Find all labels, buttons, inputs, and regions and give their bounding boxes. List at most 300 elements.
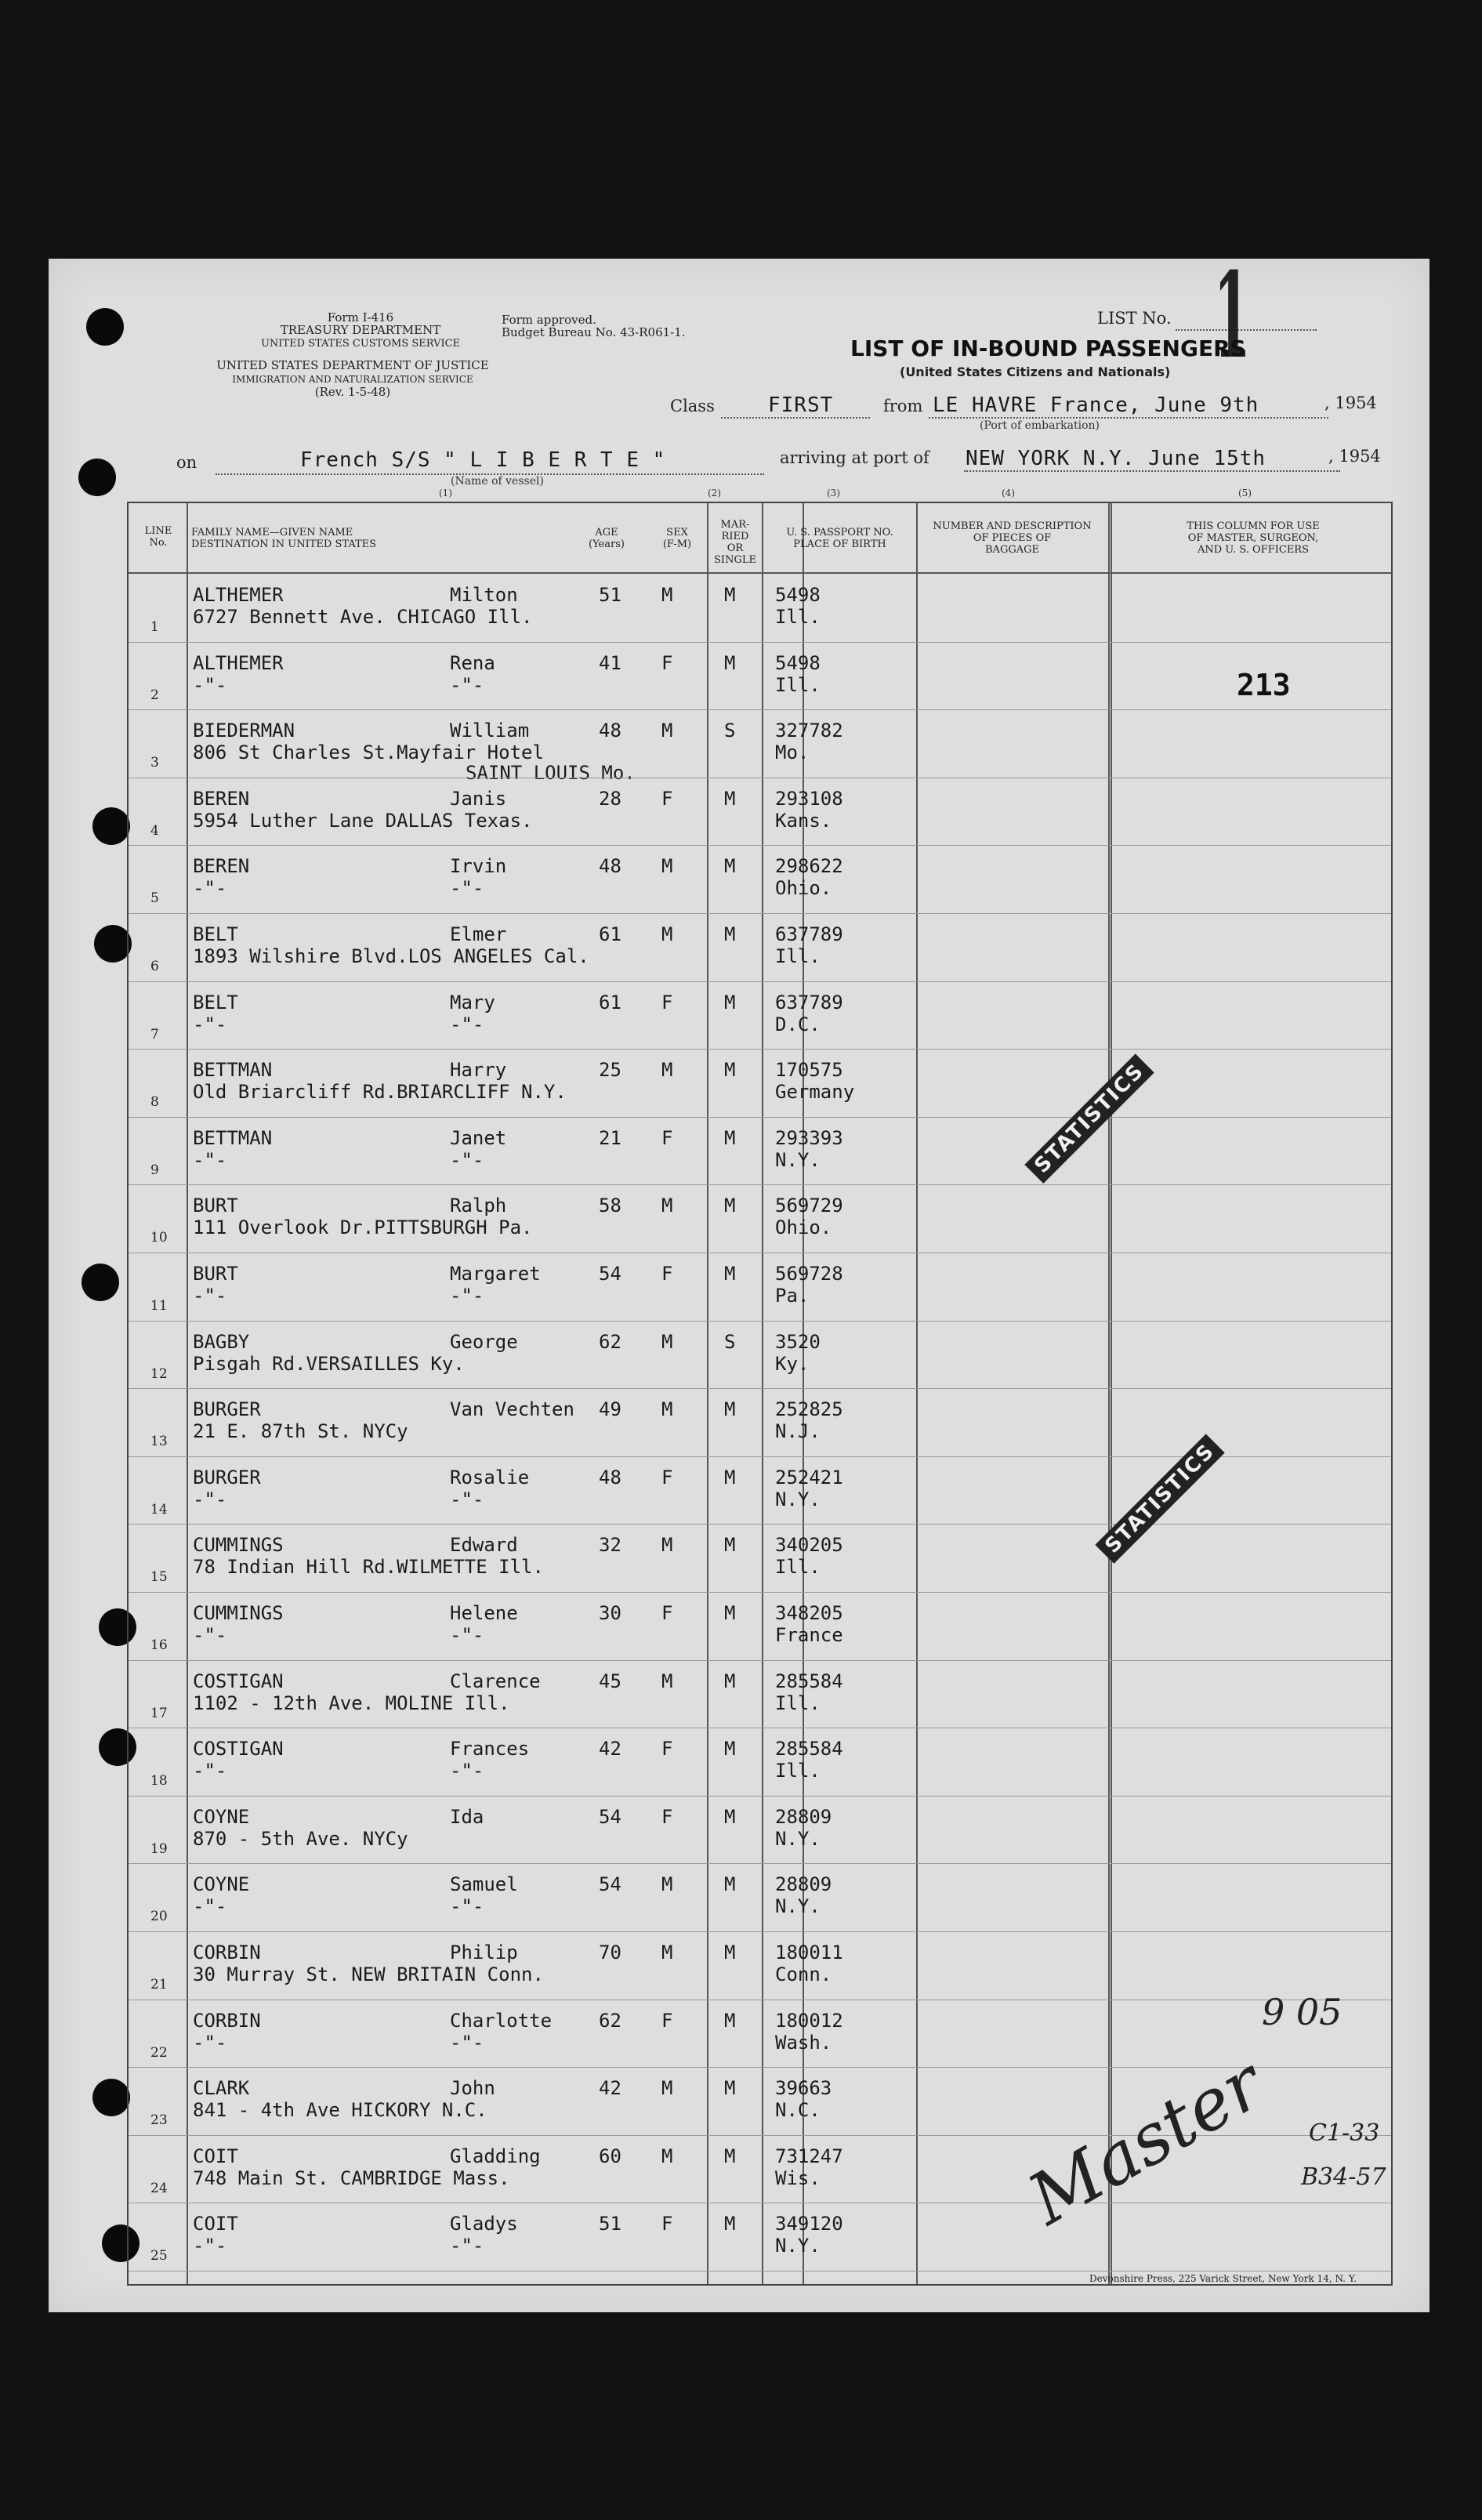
place-of-birth: Germany bbox=[775, 1081, 855, 1104]
destination: 78 Indian Hill Rd.WILMETTE Ill. bbox=[193, 1556, 544, 1579]
justice-dept: UNITED STATES DEPARTMENT OF JUSTICE bbox=[216, 358, 489, 372]
table-row bbox=[129, 913, 1391, 981]
family-name: CORBIN bbox=[193, 2009, 261, 2032]
line-number: 1 bbox=[150, 619, 159, 635]
place-of-birth: N.Y. bbox=[775, 2235, 821, 2257]
sex: F bbox=[661, 1738, 673, 1760]
destination: 6727 Bennett Ave. CHICAGO Ill. bbox=[193, 606, 533, 628]
sex: M bbox=[661, 1398, 673, 1421]
family-name: BURT bbox=[193, 1195, 238, 1217]
table-row bbox=[129, 1321, 1391, 1388]
age: 21 bbox=[599, 1126, 621, 1149]
age: 49 bbox=[599, 1398, 621, 1421]
family-name: COYNE bbox=[193, 1873, 250, 1896]
sex: F bbox=[661, 1602, 673, 1624]
marital-status: M bbox=[724, 1805, 736, 1828]
col-number-2: (2) bbox=[708, 488, 721, 499]
statistics-stamp: STATISTICS bbox=[1095, 1434, 1225, 1564]
family-name: COSTIGAN bbox=[193, 1670, 284, 1692]
line-number: 19 bbox=[150, 1840, 168, 1857]
col-age: AGE (Years) bbox=[589, 527, 625, 550]
marital-status: M bbox=[724, 855, 736, 878]
sex: M bbox=[661, 1059, 673, 1082]
marital-status: M bbox=[724, 2213, 736, 2235]
table-row bbox=[129, 2203, 1391, 2270]
line-number: 18 bbox=[150, 1773, 168, 1789]
given-name: Janis bbox=[450, 787, 507, 810]
family-name: CUMMINGS bbox=[193, 1534, 284, 1557]
marital-status: M bbox=[724, 1195, 736, 1217]
col-line-no: LINE No. bbox=[144, 525, 172, 549]
marital-status: M bbox=[724, 1534, 736, 1557]
given-name: Rosalie bbox=[450, 1466, 530, 1488]
marital-status: M bbox=[724, 1059, 736, 1082]
passport-number: 285584 bbox=[775, 1670, 843, 1692]
place-of-birth: Pa. bbox=[775, 1285, 810, 1307]
passport-number: 327782 bbox=[775, 720, 843, 742]
destination: 748 Main St. CAMBRIDGE Mass. bbox=[193, 2166, 510, 2189]
family-name: CUMMINGS bbox=[193, 1602, 284, 1624]
customs-service: UNITED STATES CUSTOMS SERVICE bbox=[260, 338, 461, 350]
given-name-ditto: -"- bbox=[450, 2031, 484, 2054]
given-name: Charlotte bbox=[450, 2009, 553, 2032]
line-number: 5 bbox=[150, 890, 159, 907]
passport-number: 28809 bbox=[775, 1805, 832, 1828]
marital-status: M bbox=[724, 991, 736, 1013]
arrival-port: NEW YORK N.Y. June 15th bbox=[966, 447, 1266, 470]
sex: M bbox=[661, 584, 673, 606]
given-name: Mary bbox=[450, 991, 495, 1013]
destination: -"- bbox=[193, 1285, 227, 1307]
place-of-birth: Ill. bbox=[775, 945, 821, 967]
sex: M bbox=[661, 1942, 673, 1963]
age: 54 bbox=[599, 1805, 621, 1828]
destination: -"- bbox=[193, 877, 227, 900]
given-name: Helene bbox=[450, 1602, 518, 1624]
line-number: 11 bbox=[150, 1298, 168, 1314]
passport-number: 3520 bbox=[775, 1330, 821, 1353]
marital-status: M bbox=[724, 1398, 736, 1421]
age: 41 bbox=[599, 651, 621, 674]
table-row bbox=[129, 574, 1391, 641]
table-row bbox=[129, 1049, 1391, 1116]
row-divider bbox=[129, 2271, 1391, 2272]
passenger-table bbox=[127, 502, 1393, 2286]
marital-status: M bbox=[724, 1466, 736, 1488]
place-of-birth: Ohio. bbox=[775, 1216, 832, 1239]
table-row bbox=[129, 1184, 1391, 1252]
passport-number: 298622 bbox=[775, 855, 843, 878]
family-name: BURGER bbox=[193, 1398, 261, 1421]
table-row bbox=[129, 1863, 1391, 1931]
family-name: BEREN bbox=[193, 787, 250, 810]
line-number: 14 bbox=[150, 1501, 168, 1517]
destination: -"- bbox=[193, 2031, 227, 2054]
master-signature: Master bbox=[1015, 2042, 1277, 2242]
marital-status: M bbox=[724, 787, 736, 810]
marital-status: M bbox=[724, 1738, 736, 1760]
line-number: 8 bbox=[150, 1094, 159, 1111]
page-subtitle: (United States Citizens and Nationals) bbox=[900, 364, 1171, 379]
age: 48 bbox=[599, 720, 621, 742]
arriving-line bbox=[964, 470, 1340, 472]
line-number: 9 bbox=[150, 1162, 159, 1178]
from-value: LE HAVRE France, June 9th bbox=[933, 393, 1259, 417]
marital-status: M bbox=[724, 1873, 736, 1896]
destination: 806 St Charles St.Mayfair Hotel bbox=[193, 741, 544, 764]
place-of-birth: N.C. bbox=[775, 2099, 821, 2122]
family-name: CLARK bbox=[193, 2077, 250, 2100]
age: 58 bbox=[599, 1195, 621, 1217]
passport-number: 5498 bbox=[775, 584, 821, 606]
sex: F bbox=[661, 651, 673, 674]
note-905: 9 05 bbox=[1262, 1991, 1342, 2033]
line-number: 2 bbox=[150, 687, 159, 703]
given-name: George bbox=[450, 1330, 518, 1353]
given-name-ditto: -"- bbox=[450, 673, 484, 696]
line-number: 10 bbox=[150, 1230, 168, 1246]
from-line bbox=[929, 417, 1328, 419]
sex: F bbox=[661, 1805, 673, 1828]
marital-status: M bbox=[724, 1263, 736, 1285]
sex: M bbox=[661, 720, 673, 742]
given-name: Van Vechten bbox=[450, 1398, 574, 1421]
line-number: 4 bbox=[150, 822, 159, 839]
line-number: 25 bbox=[150, 2248, 168, 2264]
passport-number: 349120 bbox=[775, 2213, 843, 2235]
line-number: 23 bbox=[150, 2112, 168, 2129]
col-number-3: (3) bbox=[827, 488, 840, 499]
form-approved: Form approved. bbox=[502, 313, 596, 327]
given-name: Janet bbox=[450, 1126, 507, 1149]
table-row bbox=[129, 1117, 1391, 1184]
passport-number: 637789 bbox=[775, 923, 843, 945]
destination: 870 - 5th Ave. NYCy bbox=[193, 1827, 408, 1850]
destination-line-2: SAINT LOUIS Mo. bbox=[466, 762, 636, 785]
given-name: Frances bbox=[450, 1738, 530, 1760]
passport-number: 731247 bbox=[775, 2145, 843, 2167]
table-row bbox=[129, 778, 1391, 845]
place-of-birth: N.Y. bbox=[775, 1895, 821, 1918]
age: 42 bbox=[599, 1738, 621, 1760]
place-of-birth: N.J. bbox=[775, 1420, 821, 1443]
destination: -"- bbox=[193, 1488, 227, 1510]
marital-status: M bbox=[724, 1126, 736, 1149]
age: 45 bbox=[599, 1670, 621, 1692]
given-name-ditto: -"- bbox=[450, 1013, 484, 1035]
sex: M bbox=[661, 2077, 673, 2100]
line-number: 7 bbox=[150, 1026, 159, 1042]
sex: F bbox=[661, 787, 673, 810]
marital-status: M bbox=[724, 2145, 736, 2167]
place-of-birth: Ky. bbox=[775, 1352, 810, 1375]
age: 48 bbox=[599, 1466, 621, 1488]
given-name: Milton bbox=[450, 584, 518, 606]
age: 25 bbox=[599, 1059, 621, 1082]
passport-number: 5498 bbox=[775, 651, 821, 674]
list-number-label: LIST No. bbox=[1097, 309, 1172, 328]
given-name: Irvin bbox=[450, 855, 507, 878]
marital-status: M bbox=[724, 1942, 736, 1963]
destination: 21 E. 87th St. NYCy bbox=[193, 1420, 408, 1443]
passport-number: 252825 bbox=[775, 1398, 843, 1421]
place-of-birth: D.C. bbox=[775, 1013, 821, 1035]
family-name: BEREN bbox=[193, 855, 250, 878]
place-of-birth: Ill. bbox=[775, 1556, 821, 1579]
place-of-birth: Ill. bbox=[775, 673, 821, 696]
passport-number: 39663 bbox=[775, 2077, 832, 2100]
sex: M bbox=[661, 1534, 673, 1557]
family-name: BIEDERMAN bbox=[193, 720, 295, 742]
destination: 111 Overlook Dr.PITTSBURGH Pa. bbox=[193, 1216, 533, 1239]
family-name: BURGER bbox=[193, 1466, 261, 1488]
table-row bbox=[129, 1253, 1391, 1320]
given-name-ditto: -"- bbox=[450, 1148, 484, 1171]
table-row bbox=[129, 1796, 1391, 1863]
given-name: Philip bbox=[450, 1942, 518, 1963]
port-embark-caption: (Port of embarkation) bbox=[980, 419, 1100, 432]
line-number: 21 bbox=[150, 1977, 168, 1992]
place-of-birth: Kans. bbox=[775, 809, 832, 832]
table-row bbox=[129, 1660, 1391, 1728]
family-name: BURT bbox=[193, 1263, 238, 1285]
passport-number: 293393 bbox=[775, 1126, 843, 1149]
col-number-1: (1) bbox=[439, 488, 452, 499]
place-of-birth: Ohio. bbox=[775, 877, 832, 900]
treasury-dept: TREASURY DEPARTMENT bbox=[280, 323, 441, 337]
age: 32 bbox=[599, 1534, 621, 1557]
place-of-birth: Wash. bbox=[775, 2031, 832, 2054]
age: 28 bbox=[599, 787, 621, 810]
given-name-ditto: -"- bbox=[450, 1285, 484, 1307]
given-name-ditto: -"- bbox=[450, 1895, 484, 1918]
marital-status: S bbox=[724, 720, 736, 742]
col-married: MAR- RIED OR SINGLE bbox=[714, 519, 756, 566]
col-number-4: (4) bbox=[1002, 488, 1015, 499]
marital-status: M bbox=[724, 2077, 736, 2100]
age: 51 bbox=[599, 2213, 621, 2235]
passport-number: 637789 bbox=[775, 991, 843, 1013]
place-of-birth: N.Y. bbox=[775, 1148, 821, 1171]
table-row bbox=[129, 1524, 1391, 1591]
sex: M bbox=[661, 855, 673, 878]
class-label: Class bbox=[670, 397, 715, 415]
destination: -"- bbox=[193, 1148, 227, 1171]
passport-number: 180012 bbox=[775, 2009, 843, 2032]
age: 30 bbox=[599, 1602, 621, 1624]
age: 54 bbox=[599, 1263, 621, 1285]
marital-status: M bbox=[724, 923, 736, 945]
given-name: Rena bbox=[450, 651, 495, 674]
class-value: FIRST bbox=[768, 393, 834, 417]
passport-number: 170575 bbox=[775, 1059, 843, 1082]
table-row bbox=[129, 2000, 1391, 2067]
col-sex: SEX (F-M) bbox=[662, 527, 692, 550]
age: 51 bbox=[599, 584, 621, 606]
given-name: Edward bbox=[450, 1534, 518, 1557]
place-of-birth: France bbox=[775, 1624, 843, 1646]
vessel-caption: (Name of vessel) bbox=[451, 475, 544, 488]
line-number: 15 bbox=[150, 1569, 168, 1586]
immigration-service: IMMIGRATION AND NATURALIZATION SERVICE bbox=[232, 374, 473, 385]
sex: M bbox=[661, 1195, 673, 1217]
binder-hole bbox=[86, 308, 124, 346]
given-name: Margaret bbox=[450, 1263, 541, 1285]
age: 54 bbox=[599, 1873, 621, 1896]
from-label: from bbox=[883, 397, 923, 415]
family-name: COIT bbox=[193, 2145, 238, 2167]
marital-status: S bbox=[724, 1330, 736, 1353]
class-line bbox=[721, 417, 870, 419]
destination: 841 - 4th Ave HICKORY N.C. bbox=[193, 2099, 487, 2122]
family-name: BETTMAN bbox=[193, 1059, 273, 1082]
line-number: 13 bbox=[150, 1434, 168, 1450]
marital-status: M bbox=[724, 1670, 736, 1692]
count-213: 213 bbox=[1237, 668, 1291, 702]
age: 61 bbox=[599, 991, 621, 1013]
sex: F bbox=[661, 1126, 673, 1149]
destination: -"- bbox=[193, 1624, 227, 1646]
age: 48 bbox=[599, 855, 621, 878]
sex: F bbox=[661, 2009, 673, 2032]
age: 70 bbox=[599, 1942, 621, 1963]
family-name: CORBIN bbox=[193, 1942, 261, 1963]
given-name-ditto: -"- bbox=[450, 1624, 484, 1646]
statistics-stamp: STATISTICS bbox=[1024, 1053, 1154, 1184]
sex: F bbox=[661, 1466, 673, 1488]
place-of-birth: N.Y. bbox=[775, 1827, 821, 1850]
list-number: 1 bbox=[1213, 247, 1251, 385]
age: 62 bbox=[599, 1330, 621, 1353]
family-name: BELT bbox=[193, 923, 238, 945]
budget-bureau: Budget Bureau No. 43-R061-1. bbox=[502, 325, 686, 339]
line-number: 24 bbox=[150, 2180, 168, 2196]
page-title: LIST OF IN-BOUND PASSENGERS bbox=[850, 335, 1246, 361]
sex: M bbox=[661, 923, 673, 945]
col-number-5: (5) bbox=[1238, 488, 1252, 499]
col-name: FAMILY NAME—GIVEN NAME DESTINATION IN UNITED STATES bbox=[191, 527, 377, 550]
line-number: 3 bbox=[150, 755, 159, 771]
col-passport: U. S. PASSPORT NO. PLACE OF BIRTH bbox=[786, 527, 893, 550]
given-name: Elmer bbox=[450, 923, 507, 945]
passport-number: 28809 bbox=[775, 1873, 832, 1896]
given-name: Harry bbox=[450, 1059, 507, 1082]
form-number: Form I-416 bbox=[327, 310, 394, 325]
binder-hole bbox=[94, 925, 132, 963]
passport-number: 569729 bbox=[775, 1195, 843, 1217]
marital-status: M bbox=[724, 651, 736, 674]
note-c1-33: C1-33 bbox=[1309, 2119, 1380, 2147]
given-name-ditto: -"- bbox=[450, 2235, 484, 2257]
destination: Pisgah Rd.VERSAILLES Ky. bbox=[193, 1352, 465, 1375]
destination: Old Briarcliff Rd.BRIARCLIFF N.Y. bbox=[193, 1081, 567, 1104]
given-name: Gladys bbox=[450, 2213, 518, 2235]
vessel-name: French S/S " L I B E R T E " bbox=[300, 448, 666, 472]
destination: 1893 Wilshire Blvd.LOS ANGELES Cal. bbox=[193, 945, 589, 967]
place-of-birth: Conn. bbox=[775, 1963, 832, 1985]
family-name: COIT bbox=[193, 2213, 238, 2235]
revision: (Rev. 1-5-48) bbox=[314, 385, 391, 399]
given-name: Ida bbox=[450, 1805, 484, 1828]
age: 62 bbox=[599, 2009, 621, 2032]
year-1: , 1954 bbox=[1324, 393, 1377, 412]
passport-number: 569728 bbox=[775, 1263, 843, 1285]
family-name: BELT bbox=[193, 991, 238, 1013]
given-name: Clarence bbox=[450, 1670, 541, 1692]
destination: 5954 Luther Lane DALLAS Texas. bbox=[193, 809, 533, 832]
table-row bbox=[129, 1728, 1391, 1795]
destination: -"- bbox=[193, 1013, 227, 1035]
destination: 1102 - 12th Ave. MOLINE Ill. bbox=[193, 1691, 510, 1714]
col-baggage: NUMBER AND DESCRIPTION OF PIECES OF BAGGAGE bbox=[933, 520, 1092, 556]
table-row bbox=[129, 1931, 1391, 1999]
line-number: 12 bbox=[150, 1365, 168, 1382]
binder-hole bbox=[92, 807, 130, 845]
table-row bbox=[129, 981, 1391, 1049]
destination: -"- bbox=[193, 2235, 227, 2257]
given-name: John bbox=[450, 2077, 495, 2100]
table-row bbox=[129, 642, 1391, 709]
table-row bbox=[129, 1592, 1391, 1659]
family-name: BAGBY bbox=[193, 1330, 250, 1353]
given-name-ditto: -"- bbox=[450, 1760, 484, 1782]
on-label: on bbox=[176, 453, 197, 472]
passport-number: 285584 bbox=[775, 1738, 843, 1760]
given-name: William bbox=[450, 720, 530, 742]
binder-hole bbox=[78, 459, 116, 496]
age: 60 bbox=[599, 2145, 621, 2167]
family-name: COYNE bbox=[193, 1805, 250, 1828]
table-row bbox=[129, 845, 1391, 912]
place-of-birth: Ill. bbox=[775, 1760, 821, 1782]
sex: M bbox=[661, 1873, 673, 1896]
place-of-birth: Mo. bbox=[775, 741, 810, 764]
passport-number: 340205 bbox=[775, 1534, 843, 1557]
sex: F bbox=[661, 2213, 673, 2235]
year-2: , 1954 bbox=[1328, 447, 1381, 466]
marital-status: M bbox=[724, 2009, 736, 2032]
sex: F bbox=[661, 991, 673, 1013]
passport-number: 348205 bbox=[775, 1602, 843, 1624]
passport-number: 252421 bbox=[775, 1466, 843, 1488]
family-name: COSTIGAN bbox=[193, 1738, 284, 1760]
arriving-label: arriving at port of bbox=[780, 448, 929, 467]
age: 61 bbox=[599, 923, 621, 945]
destination: -"- bbox=[193, 1895, 227, 1918]
place-of-birth: N.Y. bbox=[775, 1488, 821, 1510]
line-number: 20 bbox=[150, 1909, 168, 1925]
marital-status: M bbox=[724, 1602, 736, 1624]
given-name: Samuel bbox=[450, 1873, 518, 1896]
marital-status: M bbox=[724, 584, 736, 606]
passport-number: 293108 bbox=[775, 787, 843, 810]
family-name: ALTHEMER bbox=[193, 584, 284, 606]
sex: M bbox=[661, 2145, 673, 2167]
table-row bbox=[129, 709, 1391, 785]
passport-number: 180011 bbox=[775, 1942, 843, 1963]
given-name: Ralph bbox=[450, 1195, 507, 1217]
destination: -"- bbox=[193, 1760, 227, 1782]
line-number: 17 bbox=[150, 1705, 168, 1721]
line-number: 6 bbox=[150, 959, 159, 974]
family-name: BETTMAN bbox=[193, 1126, 273, 1149]
given-name-ditto: -"- bbox=[450, 877, 484, 900]
destination: -"- bbox=[193, 673, 227, 696]
sex: M bbox=[661, 1670, 673, 1692]
binder-hole bbox=[92, 2079, 130, 2116]
destination: 30 Murray St. NEW BRITAIN Conn. bbox=[193, 1963, 544, 1985]
place-of-birth: Wis. bbox=[775, 2166, 821, 2189]
